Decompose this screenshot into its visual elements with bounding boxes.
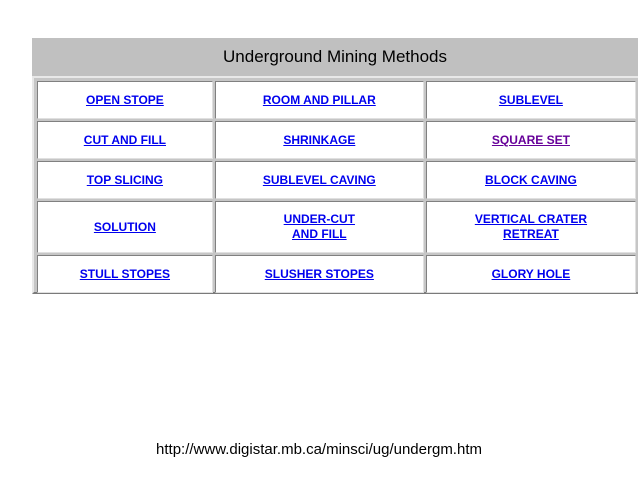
method-link-text: VERTICAL CRATER [474, 211, 588, 226]
method-link-sublevel[interactable] [499, 93, 563, 108]
table-cell [426, 255, 636, 293]
method-link-cut-and-fill[interactable] [84, 133, 166, 148]
method-link-text: OPEN STOPE [85, 93, 164, 107]
table-cell [215, 121, 424, 159]
table-cell [37, 201, 213, 253]
method-link-text: STULL STOPES [79, 267, 171, 281]
method-link-text: BLOCK CAVING [485, 173, 577, 187]
table-cell [37, 161, 213, 199]
method-link-text: SUBLEVEL [498, 93, 563, 107]
method-link-top-slicing[interactable] [87, 173, 163, 188]
table-cell [215, 81, 424, 119]
method-link-text: SOLUTION [93, 220, 156, 234]
method-link-text: CUT AND FILL [83, 133, 166, 147]
method-link-slusher-stopes[interactable] [265, 267, 374, 282]
table-row [37, 161, 636, 199]
table-row [37, 121, 636, 159]
method-link-open-stope[interactable] [86, 93, 164, 108]
method-link-stull-stopes[interactable] [80, 267, 170, 282]
table-row [37, 81, 636, 119]
table-cell [37, 121, 213, 159]
method-link-room-and-pillar[interactable] [263, 93, 376, 108]
method-link-text: SLUSHER STOPES [264, 267, 374, 281]
method-link-text: UNDER-CUT [283, 211, 355, 226]
methods-table [35, 79, 638, 295]
source-url: http://www.digistar.mb.ca/minsci/ug/undergm.htm [156, 441, 482, 458]
method-link-text: SHRINKAGE [283, 133, 356, 147]
method-link-solution[interactable] [94, 220, 156, 235]
method-link-text: SQUARE SET [491, 133, 570, 147]
method-link-sublevel-caving[interactable] [263, 173, 376, 188]
table-cell [426, 161, 636, 199]
method-link-text: SUBLEVEL CAVING [262, 173, 376, 187]
methods-table-wrapper [32, 76, 638, 294]
method-link-text: AND FILL [291, 226, 347, 241]
method-link-text: RETREAT [503, 226, 559, 241]
method-link-glory-hole[interactable] [492, 267, 571, 282]
table-cell [215, 255, 424, 293]
method-link-text: GLORY HOLE [491, 267, 571, 281]
method-link-vertical-crater-retreat[interactable] [475, 212, 587, 242]
table-cell [37, 255, 213, 293]
mining-methods-panel [32, 38, 638, 294]
method-link-text: TOP SLICING [86, 173, 164, 187]
table-cell [426, 121, 636, 159]
table-cell [215, 161, 424, 199]
panel-title: Underground Mining Methods [32, 38, 638, 76]
table-cell [426, 81, 636, 119]
table-row [37, 255, 636, 293]
table-row [37, 201, 636, 253]
table-cell [426, 201, 636, 253]
table-cell [37, 81, 213, 119]
method-link-text: ROOM AND PILLAR [262, 93, 376, 107]
table-cell [215, 201, 424, 253]
method-link-block-caving[interactable] [485, 173, 577, 188]
method-link-under-cut-and-fill[interactable] [284, 212, 355, 242]
method-link-shrinkage[interactable] [283, 133, 355, 148]
method-link-square-set[interactable] [492, 133, 570, 148]
